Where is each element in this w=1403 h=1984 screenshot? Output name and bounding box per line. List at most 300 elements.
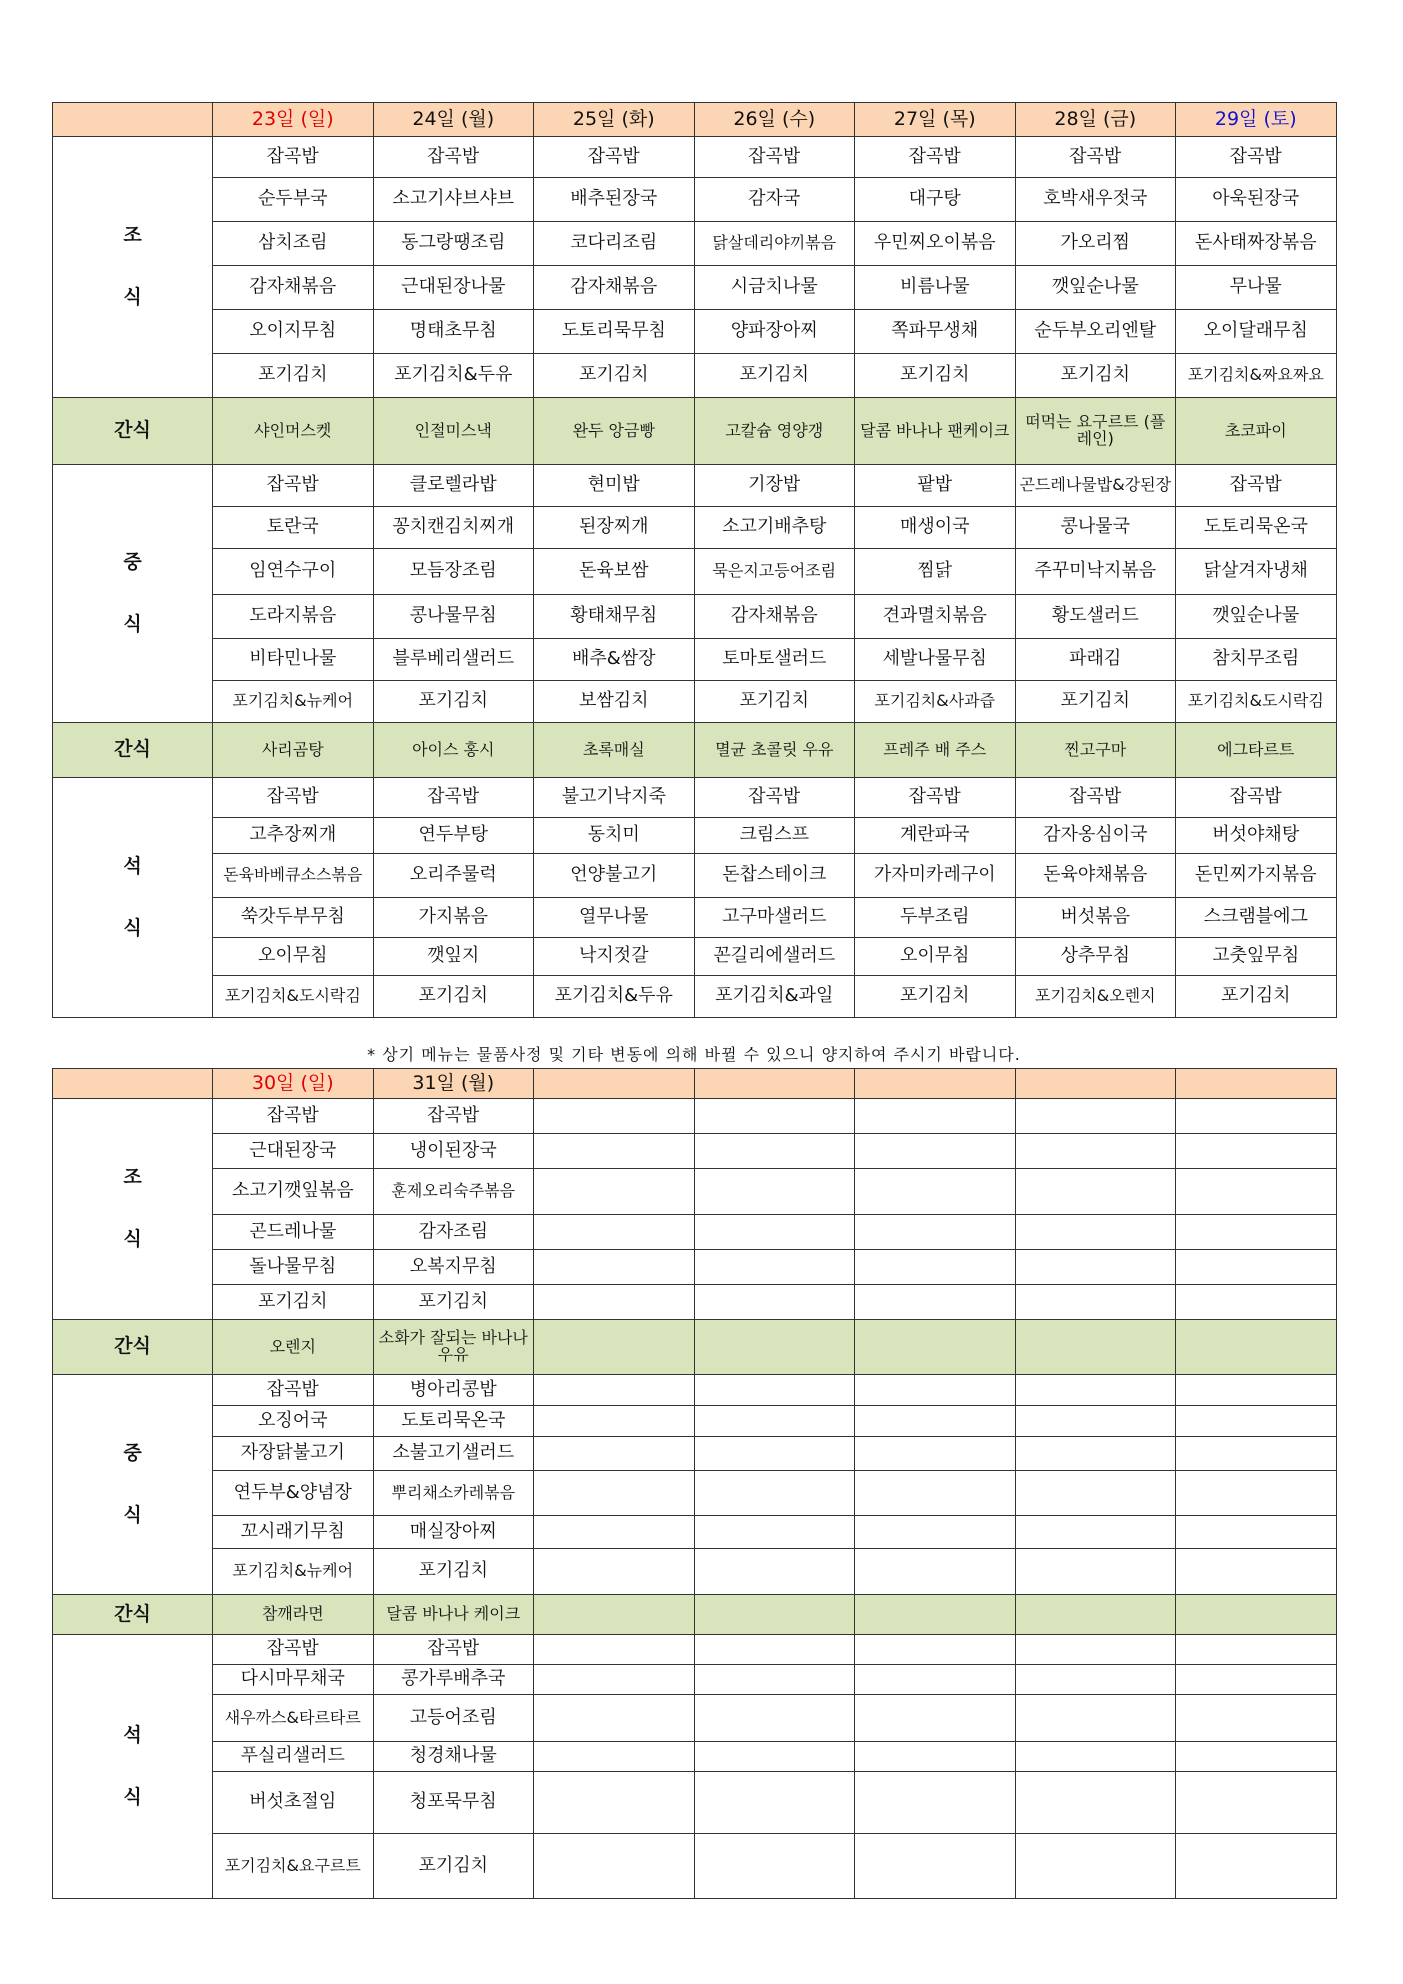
day-header: 29일 (토): [1176, 103, 1337, 137]
snack-item: 초록매실: [534, 723, 695, 778]
menu-item: [855, 1437, 1016, 1471]
day-header: 23일 (일): [213, 103, 374, 137]
menu-item: 오이달래무침: [1176, 310, 1337, 354]
menu-item: [534, 1134, 695, 1169]
snack-item: [694, 1595, 855, 1635]
menu-item: 푸실리샐러드: [213, 1742, 374, 1772]
menu-item: [1015, 1406, 1176, 1437]
menu-item: 청경채나물: [373, 1742, 534, 1772]
menu-item: 잡곡밥: [213, 137, 374, 178]
snack-item: [855, 1320, 1016, 1375]
menu-item: 돈육보쌈: [534, 549, 695, 595]
menu-item: 새우까스&타르타르: [213, 1695, 374, 1742]
breakfast-label: [53, 137, 213, 398]
menu-item: 포기김치: [1176, 976, 1337, 1018]
snack-item: [1015, 1595, 1176, 1635]
menu-item: 훈제오리숙주볶음: [373, 1169, 534, 1215]
menu-item: 포기김치: [213, 354, 374, 398]
menu-item: [1015, 1375, 1176, 1406]
menu-item: 기장밥: [694, 465, 855, 507]
snack-item: 샤인머스켓: [213, 398, 374, 465]
dinner-row: [53, 778, 1337, 818]
menu-item: [1176, 1285, 1337, 1320]
menu-item: [1176, 1665, 1337, 1695]
day-header: 24일 (월): [373, 103, 534, 137]
menu-item: [1176, 1250, 1337, 1285]
menu-item: 잡곡밥: [534, 137, 695, 178]
menu-item: 소고기배추탕: [694, 507, 855, 549]
menu-item: [694, 1834, 855, 1899]
menu-item: 잡곡밥: [213, 465, 374, 507]
menu-item: 포기김치&도시락김: [1176, 681, 1337, 723]
menu-item: 된장찌개: [534, 507, 695, 549]
menu-item: [1015, 1665, 1176, 1695]
menu-item: 소불고기샐러드: [373, 1437, 534, 1471]
day-header: [694, 1069, 855, 1099]
snack-item: [1015, 1320, 1176, 1375]
menu-item: 감자채볶음: [694, 595, 855, 639]
lunch-label-char: 중: [123, 550, 142, 573]
menu-item: 오이무침: [213, 938, 374, 976]
menu-item: 팥밥: [855, 465, 1016, 507]
menu-item: 꼬시래기무침: [213, 1516, 374, 1549]
day-header: 25일 (화): [534, 103, 695, 137]
menu-item: 곤드레나물밥&강된장: [1015, 465, 1176, 507]
menu-item: 아욱된장국: [1176, 178, 1337, 222]
lunch-row: [53, 465, 1337, 507]
lunch-label: [53, 465, 213, 723]
menu-item: 포기김치&오렌지: [1015, 976, 1176, 1018]
menu-item: [1176, 1169, 1337, 1215]
menu-item: [534, 1406, 695, 1437]
menu-item: 오복지무침: [373, 1250, 534, 1285]
menu-item: 잡곡밥: [213, 1375, 374, 1406]
menu-item: [534, 1772, 695, 1834]
menu-item: [534, 1834, 695, 1899]
dinner-row: [53, 1665, 1337, 1695]
menu-item: 매생이국: [855, 507, 1016, 549]
menu-item: 다시마무채국: [213, 1665, 374, 1695]
menu-item: 명태초무침: [373, 310, 534, 354]
dinner-label: [53, 778, 213, 1018]
dinner-row: [53, 1742, 1337, 1772]
menu-item: [1176, 1635, 1337, 1665]
menu-item: [694, 1471, 855, 1516]
menu-item: [694, 1665, 855, 1695]
snack-row: [53, 1595, 1337, 1635]
menu-item: [694, 1134, 855, 1169]
menu-item: [534, 1099, 695, 1134]
menu-item: [1176, 1215, 1337, 1250]
menu-item: 잡곡밥: [1176, 465, 1337, 507]
menu-item: [1176, 1516, 1337, 1549]
menu-item: 닭살데리야끼볶음: [694, 222, 855, 266]
snack-item: 사리곰탕: [213, 723, 374, 778]
menu-item: 포기김치&뉴케어: [213, 1549, 374, 1595]
menu-item: 고구마샐러드: [694, 898, 855, 938]
snack-item: 오렌지: [213, 1320, 374, 1375]
menu-item: [855, 1471, 1016, 1516]
menu-item: [1015, 1134, 1176, 1169]
menu-item: 고춧잎무침: [1176, 938, 1337, 976]
menu-item: 순두부오리엔탈: [1015, 310, 1176, 354]
snack-row: [53, 723, 1337, 778]
menu-item: 포기김치: [694, 681, 855, 723]
dinner-label-char: 석: [123, 1723, 142, 1746]
menu-item: 연두부&양념장: [213, 1471, 374, 1516]
menu-item: 잡곡밥: [373, 1635, 534, 1665]
menu-item: 감자조림: [373, 1215, 534, 1250]
dinner-row: [53, 976, 1337, 1018]
menu-item: [855, 1250, 1016, 1285]
lunch-row: [53, 1437, 1337, 1471]
menu-item: 삼치조림: [213, 222, 374, 266]
menu-item: 호박새우젓국: [1015, 178, 1176, 222]
menu-item: 닭살겨자냉채: [1176, 549, 1337, 595]
breakfast-row: [53, 178, 1337, 222]
menu-item: 포기김치: [694, 354, 855, 398]
menu-item: 우민찌오이볶음: [855, 222, 1016, 266]
breakfast-row: [53, 1134, 1337, 1169]
menu-item: 포기김치: [1015, 354, 1176, 398]
menu-item: [1176, 1742, 1337, 1772]
menu-item: [694, 1250, 855, 1285]
menu-item: 잡곡밥: [373, 137, 534, 178]
menu-item: 버섯야채탕: [1176, 818, 1337, 854]
menu-item: 배추&쌈장: [534, 639, 695, 681]
menu-item: 잡곡밥: [373, 778, 534, 818]
menu-item: [1015, 1437, 1176, 1471]
lunch-row: [53, 681, 1337, 723]
menu-item: 콩가루배추국: [373, 1665, 534, 1695]
menu-item: 대구탕: [855, 178, 1016, 222]
snack-item: [1176, 1320, 1337, 1375]
menu-item: [1015, 1772, 1176, 1834]
menu-item: [855, 1742, 1016, 1772]
menu-item: 꼰길리에샐러드: [694, 938, 855, 976]
menu-item: 근대된장국: [213, 1134, 374, 1169]
menu-item: 잡곡밥: [1015, 137, 1176, 178]
menu-item: 도라지볶음: [213, 595, 374, 639]
day-header: 26일 (수): [694, 103, 855, 137]
menu-item: 돈민찌가지볶음: [1176, 854, 1337, 898]
menu-item: 고추장찌개: [213, 818, 374, 854]
menu-item: 잡곡밥: [213, 1635, 374, 1665]
snack-label: 간식: [53, 1320, 213, 1375]
menu-item: 도토리묵온국: [373, 1406, 534, 1437]
day-header: 27일 (목): [855, 103, 1016, 137]
snack-item: 떠먹는 요구르트 (플레인): [1015, 398, 1176, 465]
menu-item: 감자국: [694, 178, 855, 222]
dinner-label-char: 식: [123, 916, 142, 939]
menu-item: [1176, 1099, 1337, 1134]
menu-item: 잡곡밥: [213, 1099, 374, 1134]
menu-item: 돌나물무침: [213, 1250, 374, 1285]
menu-item: 포기김치: [373, 681, 534, 723]
menu-item: 포기김치: [373, 1285, 534, 1320]
menu-item: 순두부국: [213, 178, 374, 222]
dinner-label-char: 석: [123, 854, 142, 877]
menu-item: 포기김치: [213, 1285, 374, 1320]
menu-item: 황태채무침: [534, 595, 695, 639]
menu-item: 잡곡밥: [213, 778, 374, 818]
menu-item: 포기김치: [1015, 681, 1176, 723]
menu-item: 포기김치&과일: [694, 976, 855, 1018]
menu-item: [855, 1665, 1016, 1695]
breakfast-label-char: 식: [123, 1228, 142, 1250]
menu-item: [534, 1635, 695, 1665]
lunch-row: [53, 595, 1337, 639]
snack-label: 간식: [53, 723, 213, 778]
menu-item: 참치무조림: [1176, 639, 1337, 681]
menu-item: 블루베리샐러드: [373, 639, 534, 681]
dinner-row: [53, 898, 1337, 938]
menu-item: 언양불고기: [534, 854, 695, 898]
menu-item: [855, 1099, 1016, 1134]
menu-item: [694, 1169, 855, 1215]
dinner-label-char: 식: [123, 1785, 142, 1808]
dinner-row: [53, 938, 1337, 976]
lunch-label: [53, 1375, 213, 1595]
breakfast-row: [53, 1215, 1337, 1250]
menu-item: [855, 1406, 1016, 1437]
menu-item: 열무나물: [534, 898, 695, 938]
menu-item: 가지볶음: [373, 898, 534, 938]
menu-item: 냉이된장국: [373, 1134, 534, 1169]
snack-item: 아이스 홍시: [373, 723, 534, 778]
menu-item: 가오리찜: [1015, 222, 1176, 266]
menu-item: [1176, 1471, 1337, 1516]
menu-item: 배추된장국: [534, 178, 695, 222]
snack-item: [534, 1320, 695, 1375]
menu-item: [534, 1285, 695, 1320]
menu-item: 무나물: [1176, 266, 1337, 310]
menu-item: 버섯초절임: [213, 1772, 374, 1834]
menu-item: 포기김치: [855, 354, 1016, 398]
menu-item: 청포묵무침: [373, 1772, 534, 1834]
menu-item: 도토리묵온국: [1176, 507, 1337, 549]
dinner-row: [53, 1834, 1337, 1899]
menu-item: 가자미카레구이: [855, 854, 1016, 898]
menu-item: [1176, 1375, 1337, 1406]
menu-item: 두부조림: [855, 898, 1016, 938]
dinner-row: [53, 854, 1337, 898]
snack-item: 고칼슘 영양갱: [694, 398, 855, 465]
menu-item: [855, 1549, 1016, 1595]
menu-item: 오리주물럭: [373, 854, 534, 898]
menu-item: 포기김치&짜요짜요: [1176, 354, 1337, 398]
snack-item: 달콤 바나나 케이크: [373, 1595, 534, 1635]
header-corner: [53, 103, 213, 137]
lunch-label-char: 중: [123, 1441, 142, 1464]
menu-item: 포기김치&뉴케어: [213, 681, 374, 723]
week2-menu-table: [52, 1068, 1337, 1899]
menu-item: [1015, 1516, 1176, 1549]
menu-item: 포기김치: [855, 976, 1016, 1018]
snack-item: 멸균 초콜릿 우유: [694, 723, 855, 778]
menu-item: 불고기낙지죽: [534, 778, 695, 818]
snack-item: 소화가 잘되는 바나나 우유: [373, 1320, 534, 1375]
menu-item: [534, 1516, 695, 1549]
day-header: 30일 (일): [213, 1069, 374, 1099]
menu-item: 오이지무침: [213, 310, 374, 354]
menu-item: 연두부탕: [373, 818, 534, 854]
menu-item: [534, 1549, 695, 1595]
menu-item: [534, 1250, 695, 1285]
snack-row: [53, 1320, 1337, 1375]
menu-item: [1176, 1437, 1337, 1471]
menu-item: 곤드레나물: [213, 1215, 374, 1250]
menu-item: [1176, 1772, 1337, 1834]
week1-menu-table: [52, 102, 1337, 1018]
snack-item: [1176, 1595, 1337, 1635]
menu-item: 뿌리채소카레볶음: [373, 1471, 534, 1516]
lunch-row: [53, 507, 1337, 549]
snack-label: 간식: [53, 1595, 213, 1635]
menu-item: [694, 1406, 855, 1437]
menu-item: 포기김치: [373, 1834, 534, 1899]
menu-item: [1015, 1215, 1176, 1250]
menu-item: 찜닭: [855, 549, 1016, 595]
menu-item: 현미밥: [534, 465, 695, 507]
dinner-row: [53, 818, 1337, 854]
breakfast-row: [53, 1250, 1337, 1285]
menu-item: [855, 1285, 1016, 1320]
menu-item: [694, 1516, 855, 1549]
menu-item: [534, 1665, 695, 1695]
menu-item: 콩나물국: [1015, 507, 1176, 549]
menu-item: 고등어조림: [373, 1695, 534, 1742]
menu-item: 포기김치: [373, 976, 534, 1018]
menu-item: 동치미: [534, 818, 695, 854]
snack-label: 간식: [53, 398, 213, 465]
menu-item: [534, 1215, 695, 1250]
menu-item: 포기김치&두유: [534, 976, 695, 1018]
menu-item: 매실장아찌: [373, 1516, 534, 1549]
menu-item: 포기김치&요구르트: [213, 1834, 374, 1899]
menu-item: [694, 1375, 855, 1406]
day-header: 28일 (금): [1015, 103, 1176, 137]
snack-item: 초코파이: [1176, 398, 1337, 465]
menu-item: [855, 1695, 1016, 1742]
menu-item: [694, 1099, 855, 1134]
menu-item: [1015, 1635, 1176, 1665]
lunch-row: [53, 1406, 1337, 1437]
menu-item: 잡곡밥: [694, 778, 855, 818]
menu-item: [1176, 1134, 1337, 1169]
menu-item: [1015, 1099, 1176, 1134]
menu-change-note: * 상기 메뉴는 물품사정 및 기타 변동에 의해 바뀔 수 있으니 양지하여 주시기 바랍니다.: [367, 1045, 1021, 1064]
breakfast-row: [53, 354, 1337, 398]
menu-item: [694, 1742, 855, 1772]
breakfast-row: [53, 1285, 1337, 1320]
menu-item: 비름나물: [855, 266, 1016, 310]
menu-item: 잡곡밥: [1176, 137, 1337, 178]
dinner-row: [53, 1695, 1337, 1742]
menu-item: 돈사태짜장볶음: [1176, 222, 1337, 266]
breakfast-label: [53, 1099, 213, 1320]
menu-item: 포기김치: [534, 354, 695, 398]
lunch-row: [53, 1375, 1337, 1406]
breakfast-row: [53, 266, 1337, 310]
menu-item: 모듬장조림: [373, 549, 534, 595]
menu-item: [855, 1215, 1016, 1250]
menu-item: 크림스프: [694, 818, 855, 854]
menu-item: 자장닭불고기: [213, 1437, 374, 1471]
menu-item: 깻잎순나물: [1176, 595, 1337, 639]
breakfast-label-char: 조: [123, 224, 142, 247]
snack-item: 프레주 배 주스: [855, 723, 1016, 778]
menu-item: 코다리조림: [534, 222, 695, 266]
menu-item: 병아리콩밥: [373, 1375, 534, 1406]
snack-item: 달콤 바나나 팬케이크: [855, 398, 1016, 465]
menu-item: 견과멸치볶음: [855, 595, 1016, 639]
menu-item: 잡곡밥: [855, 137, 1016, 178]
menu-item: [694, 1285, 855, 1320]
menu-item: 묵은지고등어조림: [694, 549, 855, 595]
menu-item: [855, 1169, 1016, 1215]
menu-item: 보쌈김치: [534, 681, 695, 723]
breakfast-label-char: 식: [123, 286, 142, 308]
menu-item: 토마토샐러드: [694, 639, 855, 681]
snack-item: 참깨라면: [213, 1595, 374, 1635]
breakfast-label-char: 조: [123, 1166, 142, 1189]
menu-item: 감자옹심이국: [1015, 818, 1176, 854]
menu-item: 포기김치&두유: [373, 354, 534, 398]
day-header: [1176, 1069, 1337, 1099]
menu-item: [534, 1471, 695, 1516]
snack-item: [855, 1595, 1016, 1635]
day-header: 31일 (월): [373, 1069, 534, 1099]
menu-item: 잡곡밥: [1176, 778, 1337, 818]
menu-item: [534, 1375, 695, 1406]
dinner-row: [53, 1635, 1337, 1665]
menu-item: 스크램블에그: [1176, 898, 1337, 938]
menu-item: [534, 1742, 695, 1772]
menu-item: 계란파국: [855, 818, 1016, 854]
menu-item: 시금치나물: [694, 266, 855, 310]
breakfast-row: [53, 137, 1337, 178]
breakfast-row: [53, 1169, 1337, 1215]
menu-item: 버섯볶음: [1015, 898, 1176, 938]
header-row: [53, 1069, 1337, 1099]
menu-item: 근대된장나물: [373, 266, 534, 310]
menu-item: [1015, 1250, 1176, 1285]
menu-item: 비타민나물: [213, 639, 374, 681]
lunch-label-char: 식: [123, 612, 142, 635]
snack-item: 찐고구마: [1015, 723, 1176, 778]
menu-item: [1176, 1834, 1337, 1899]
snack-item: 에그타르트: [1176, 723, 1337, 778]
menu-item: [1176, 1406, 1337, 1437]
menu-item: 돈찹스테이크: [694, 854, 855, 898]
menu-item: [855, 1834, 1016, 1899]
menu-item: [534, 1437, 695, 1471]
menu-item: 도토리묵무침: [534, 310, 695, 354]
menu-item: [855, 1635, 1016, 1665]
lunch-row: [53, 639, 1337, 681]
snack-item: 완두 앙금빵: [534, 398, 695, 465]
menu-item: 동그랑땡조림: [373, 222, 534, 266]
dinner-row: [53, 1772, 1337, 1834]
menu-item: 쪽파무생채: [855, 310, 1016, 354]
menu-item: 깻잎지: [373, 938, 534, 976]
menu-item: [855, 1772, 1016, 1834]
snack-item: [694, 1320, 855, 1375]
menu-item: 세발나물무침: [855, 639, 1016, 681]
menu-item: [694, 1695, 855, 1742]
menu-item: 콩나물무침: [373, 595, 534, 639]
